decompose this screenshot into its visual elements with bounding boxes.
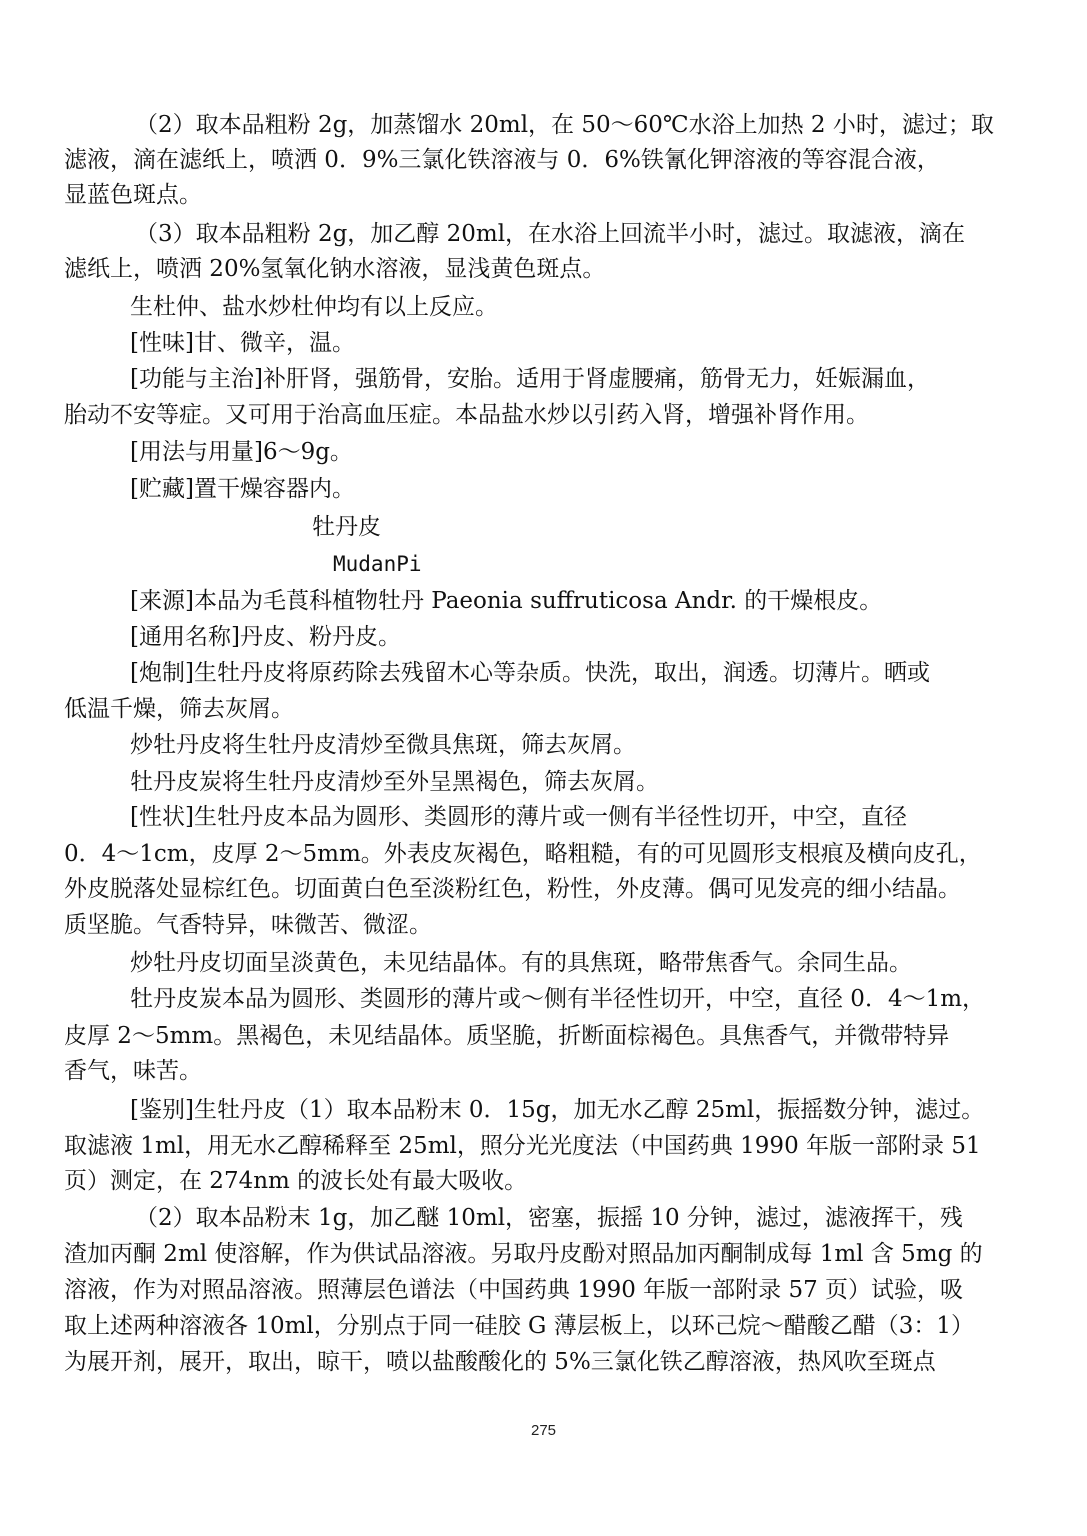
text-line: 渣加丙酮 2ml 使溶解，作为供试品溶液。另取丹皮酚对照品加丙酮制成每 1ml 含 5mg 的 [64,1241,983,1267]
text-line: 取上述两种溶液各 10ml，分别点于同一硅胶 G 薄层板上，以环己烷～醋酸乙醋（3：1） [64,1313,975,1339]
text-line: 牡丹皮炭将生牡丹皮清炒至外呈黑褐色，筛去灰屑。 [130,769,659,795]
text-line: 取滤液 1ml，用无水乙醇稀释至 25ml，照分光光度法（中国药典 1990 年版一部附录 51 [64,1133,981,1159]
text-line: 滤液，滴在滤纸上，喷洒 0．9%三氯化铁溶液与 0．6%铁氰化钾溶液的等容混合液， [64,147,940,173]
text-line: 0．4～1cm，皮厚 2～5mm。外表皮灰褐色，略粗糙，有的可见圆形支根痕及横向皮孔， [64,841,982,867]
text-line: [贮藏]置干燥容器内。 [130,476,355,502]
text-line: 显蓝色斑点。 [64,182,202,208]
text-line: [功能与主治]补肝肾，强筋骨，安胎。适用于肾虚腰痛，筋骨无力，妊娠漏血， [130,366,930,392]
text-line: [鉴别]生牡丹皮（1）取本品粉末 0．15g，加无水乙醇 25ml，振摇数分钟，滤过。 [130,1097,985,1123]
text-line: [性味]甘、微辛，温。 [130,330,355,356]
text-line: 炒牡丹皮将生牡丹皮清炒至微具焦斑，筛去灰屑。 [130,732,636,758]
text-line: [炮制]生牡丹皮将原药除去残留木心等杂质。快洗，取出，润透。切薄片。晒或 [130,660,930,686]
page-number: 275 [530,1422,557,1439]
text-line: （2）取本品粉末 1g，加乙醚 10ml，密塞，振摇 10 分钟，滤过，滤液挥干，残 [135,1205,963,1231]
text-line: （3）取本品粗粉 2g，加乙醇 20ml，在水浴上回流半小时，滤过。取滤液，滴在 [135,221,966,247]
text-line: 质坚脆。气香特异，味微苦、微涩。 [64,912,432,938]
text-line: 香气，味苦。 [64,1058,202,1084]
section-title: 牡丹皮 [312,514,381,540]
text-line: [来源]本品为毛莨科植物牡丹 Paeonia suffruticosa Andr. 的干燥根皮。 [130,588,883,614]
text-line: 滤纸上，喷洒 20%氢氧化钠水溶液，显浅黄色斑点。 [64,256,606,282]
text-line: 炒牡丹皮切面呈淡黄色，未见结晶体。有的具焦斑，略带焦香气。余同生品。 [130,950,912,976]
text-line: 牡丹皮炭本品为圆形、类圆形的薄片或～侧有半径性切开，中空，直径 0．4～1m， [130,986,986,1012]
text-line: [性状]生牡丹皮本品为圆形、类圆形的薄片或一侧有半径性切开，中空，直径 [130,804,907,830]
text-line: [用法与用量]6～9g。 [130,439,353,465]
text-line: 低温千燥，筛去灰屑。 [64,696,294,722]
text-line: （2）取本品粗粉 2g，加蒸馏水 20ml，在 50～60℃水浴上加热 2 小时，滤过；取 [135,112,994,138]
section-subtitle: MudanPi [333,552,422,576]
text-line: 胎动不安等症。又可用于治高血压症。本品盐水炒以引药入肾，增强补肾作用。 [64,402,869,428]
text-line: 溶液，作为对照品溶液。照薄层色谱法（中国药典 1990 年版一部附录 57 页）试验，吸 [64,1277,964,1303]
text-line: [通用名称]丹皮、粉丹皮。 [130,624,401,650]
text-line: 为展开剂，展开，取出，晾干，喷以盐酸酸化的 5%三氯化铁乙醇溶液，热风吹至斑点 [64,1349,936,1375]
text-line: 外皮脱落处显棕红色。切面黄白色至淡粉红色，粉性，外皮薄。偶可见发亮的细小结晶。 [64,876,961,902]
text-line: 皮厚 2～5mm。黑褐色，未见结晶体。质坚脆，折断面棕褐色。具焦香气，并微带特异 [64,1023,950,1049]
text-line: 生杜仲、盐水炒杜仲均有以上反应。 [130,294,498,320]
text-line: 页）测定，在 274nm 的波长处有最大吸收。 [64,1168,528,1194]
